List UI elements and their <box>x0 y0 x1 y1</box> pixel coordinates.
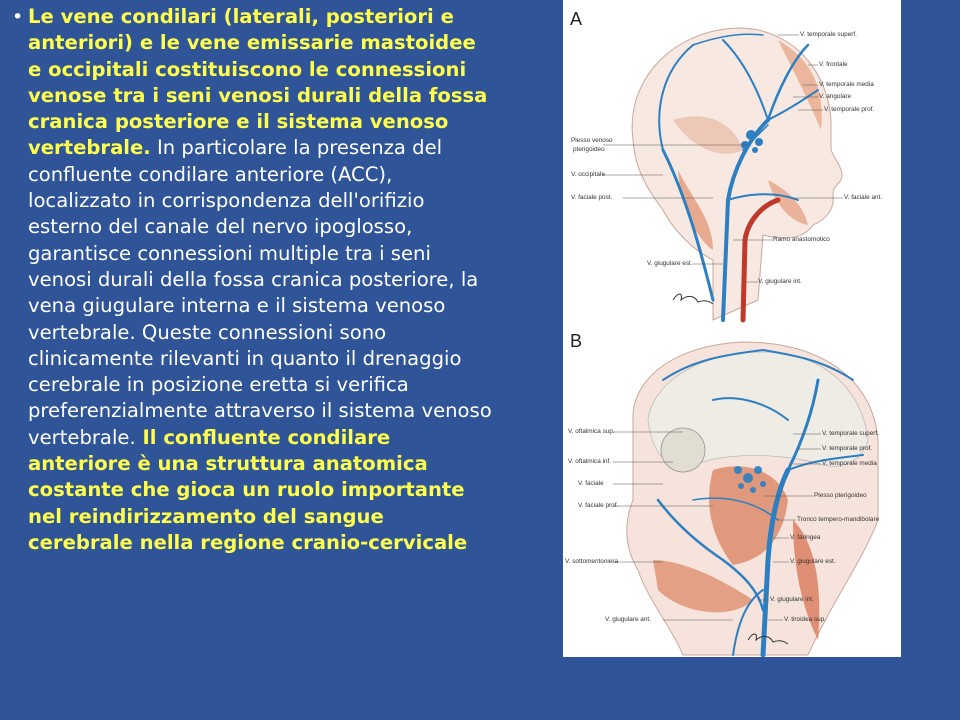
label-b-oftalmica-inf: V. oftalmica inf. <box>568 458 612 465</box>
label-a-faciale-post: V. faciale post. <box>571 194 613 201</box>
label-a-plesso-2: pterigoideo <box>573 146 605 153</box>
body-text: In particolare la presenza del confluente condilare anteriore (ACC), localizzato in corrispondenza dell'orifizio esterno del canale del nervo ipoglosso, garantisce connessioni multiple tra i seni venosi durali della fossa cranica posteriore, la vena giugulare interna e il sistema venoso vertebrale. Queste connessioni sono clinicamente rilevanti in quanto il drenaggio cerebrale in posizione eretta si verifica preferenzialmente attraverso il sistema venoso vertebrale. <box>28 136 492 449</box>
label-a-ramo-anast: Ramo anastomotico <box>773 236 830 243</box>
label-b-giugulare-int: V. giugulare int. <box>770 596 814 603</box>
label-b-oftalmica-sup: V. oftalmica sup. <box>568 428 615 435</box>
label-a-giugulare-int: V. giugulare int. <box>758 278 802 285</box>
paragraph <box>28 4 492 556</box>
label-a-temporale-prof: V. temporale prof. <box>824 106 875 113</box>
label-a-temporale-media: V. temporale media <box>819 81 874 88</box>
label-b-sottomentoniera: V. sottomentoniera <box>565 558 619 565</box>
panel-a-drawing <box>603 28 843 320</box>
label-b-faciale-prof: V. faciale prof. <box>578 502 619 509</box>
label-a-giugulare-est: V. giugulare est. <box>647 260 693 267</box>
label-b-giugulare-ant: V. giugulare ant. <box>605 616 651 623</box>
label-b-faciale: V. faciale <box>578 480 604 487</box>
label-b-tiroidea-sup: V. tiroidea sup. <box>784 616 827 623</box>
label-a-frontale: V. frontale <box>819 61 848 68</box>
label-b-tronco: Tronco tempero-mandibolare <box>797 516 880 523</box>
bold-intro-text: Le vene condilari (laterali, posteriori e anteriori) e le vene emissarie mastoidee e occipitali costituiscono le connessioni venose tra i seni venosi durali della fossa cranica posteriore e il sistema venoso vertebrale. <box>28 5 488 160</box>
label-a-occipitale: V. occipitale <box>571 171 605 178</box>
label-a-temporale-superf: V. temporale superf. <box>800 31 857 38</box>
text-block <box>12 4 492 556</box>
bold-outro-text: Il confluente condilare anteriore è una struttura anatomica costante che gioca un ruolo importante nel reindirizzamento del sangue cerebrale nella regione cranio-cervicale <box>28 425 468 554</box>
label-b-temporale-media: V. temporale media <box>822 460 877 467</box>
label-a-plesso-1: Plesso venoso <box>571 137 613 144</box>
anatomy-figure <box>563 0 901 657</box>
panel-a-label: A <box>570 9 583 29</box>
label-b-temporale-superf: V. temporale superf. <box>822 430 879 437</box>
panel-b-label: B <box>570 331 583 351</box>
label-b-plesso: Plesso pterigoideo <box>814 492 867 499</box>
label-b-giugulare-est: V. giugulare est. <box>790 558 836 565</box>
bullet-icon: • <box>12 6 24 28</box>
label-a-angolare: V. angolare <box>819 93 852 100</box>
label-a-faciale-ant: V. faciale ant. <box>844 194 883 201</box>
label-b-temporale-prof: V. temporale prof. <box>822 445 873 452</box>
bullet-item <box>12 4 492 556</box>
label-b-faringea: V. faringea <box>790 534 821 541</box>
